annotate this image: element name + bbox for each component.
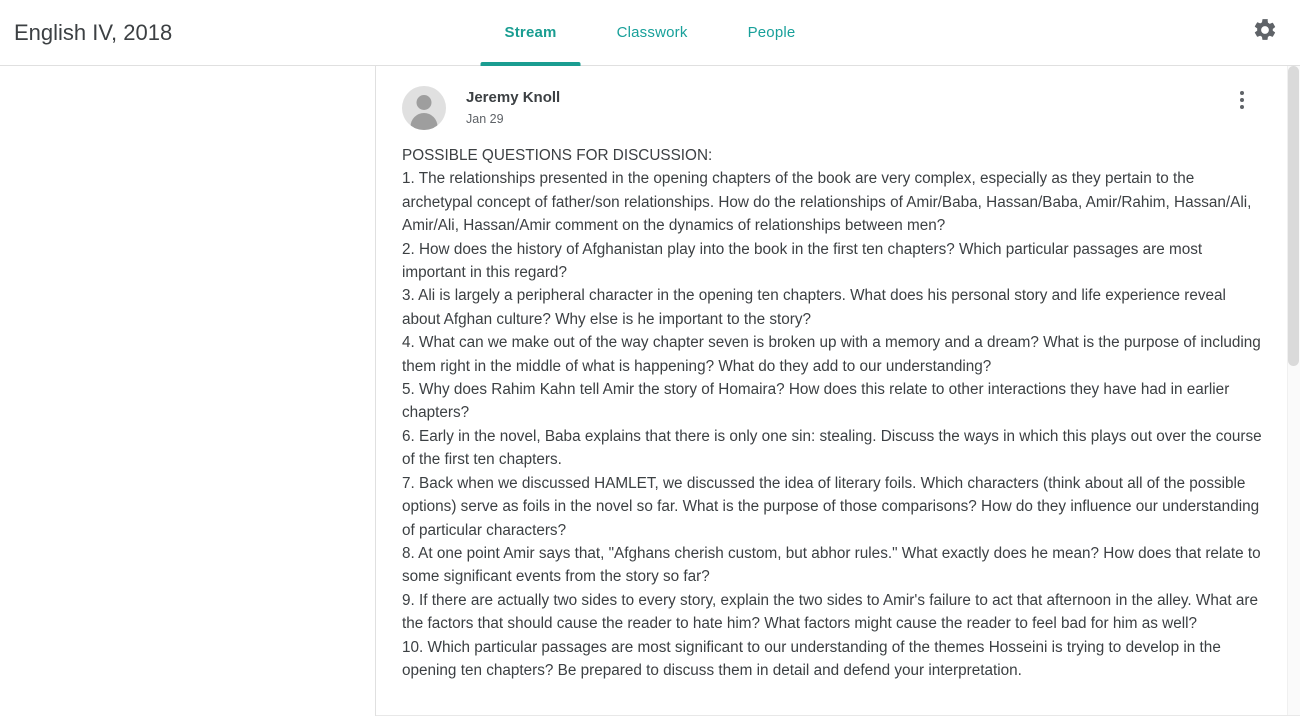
post-header xyxy=(402,80,1262,130)
avatar-body-shape xyxy=(411,113,438,130)
post-line: 3. Ali is largely a peripheral character in the opening ten chapters. What does his personal story and life experience reveal about Afghan culture? Why else is he important to the story? xyxy=(402,287,1226,328)
settings-button[interactable] xyxy=(1248,16,1282,50)
avatar-head-shape xyxy=(417,95,432,110)
vertical-scrollbar[interactable] xyxy=(1287,66,1300,716)
tab-bar xyxy=(475,0,826,66)
post-line: POSSIBLE QUESTIONS FOR DISCUSSION: xyxy=(402,147,713,164)
post-line: 8. At one point Amir says that, "Afghans cherish custom, but abhor rules." What exactly does he mean? How does that relate to some significant events from the story so far? xyxy=(402,544,1261,586)
tab-classwork[interactable]: Classwork xyxy=(587,0,718,66)
tab-people[interactable]: People xyxy=(718,0,826,66)
kebab-dot-2 xyxy=(1240,98,1244,102)
post-line: 10. Which particular passages are most significant to our understanding of the themes Hosseini is trying to develop in the opening ten chapters? Be prepared to discuss them in detail and defend your interpretation. xyxy=(402,638,1221,679)
post-author-name: Jeremy Knoll xyxy=(466,89,561,106)
post-body xyxy=(402,130,1262,682)
kebab-dot-3 xyxy=(1240,105,1244,109)
post-options-button[interactable] xyxy=(1230,88,1254,112)
left-rail xyxy=(0,66,376,716)
tab-stream[interactable]: Stream xyxy=(475,0,587,66)
gear-icon xyxy=(1252,17,1278,48)
page-title: English IV, 2018 xyxy=(14,19,173,45)
post-line: 2. How does the history of Afghanistan play into the book in the first ten chapters? Which particular passages are most important in this regard? xyxy=(402,240,1203,282)
post-line: 6. Early in the novel, Baba explains that there is only one sin: stealing. Discuss the ways in which this plays out over the course of the first ten chapters. xyxy=(402,427,1262,469)
post-line: 7. Back when we discussed HAMLET, we discussed the idea of literary foils. Which characters (think about all of the possible options) serve as foils in the novel so far. What is the purpose of those comparisons? How do they influence our understanding of particular characters? xyxy=(402,474,1260,539)
post-line: 9. If there are actually two sides to every story, explain the two sides to Amir's failure to act that afternoon in the alley. What are the factors that should cause the reader to hate him? What factors might cause the reader to feel bad for him as well? xyxy=(402,591,1258,633)
post-date: Jan 29 xyxy=(466,112,504,126)
app-header xyxy=(0,0,1300,66)
page-body xyxy=(0,66,1300,716)
kebab-dot-1 xyxy=(1240,91,1244,95)
post-line: 1. The relationships presented in the opening chapters of the book are very complex, especially as they pertain to the archetypal concept of father/son relationships. How do the relationships of Amir/Baba, Hassan/Baba, Amir/Rahim, Hassan/Ali, Amir/Ali, Hassan/Amir comment on the dynamics of relationships between men? xyxy=(402,170,1252,235)
stream-content xyxy=(376,66,1300,716)
post-line: 5. Why does Rahim Kahn tell Amir the story of Homaira? How does this relate to other interactions they have had in earlier chapters? xyxy=(402,381,1230,422)
avatar xyxy=(402,86,446,130)
post-line: 4. What can we make out of the way chapter seven is broken up with a memory and a dream? What is the purpose of including them right in the middle of what is happening? What do they add to our understanding? xyxy=(402,334,1261,375)
stream-post xyxy=(376,66,1300,682)
scrollbar-thumb[interactable] xyxy=(1288,66,1299,366)
post-author-block xyxy=(446,86,560,128)
